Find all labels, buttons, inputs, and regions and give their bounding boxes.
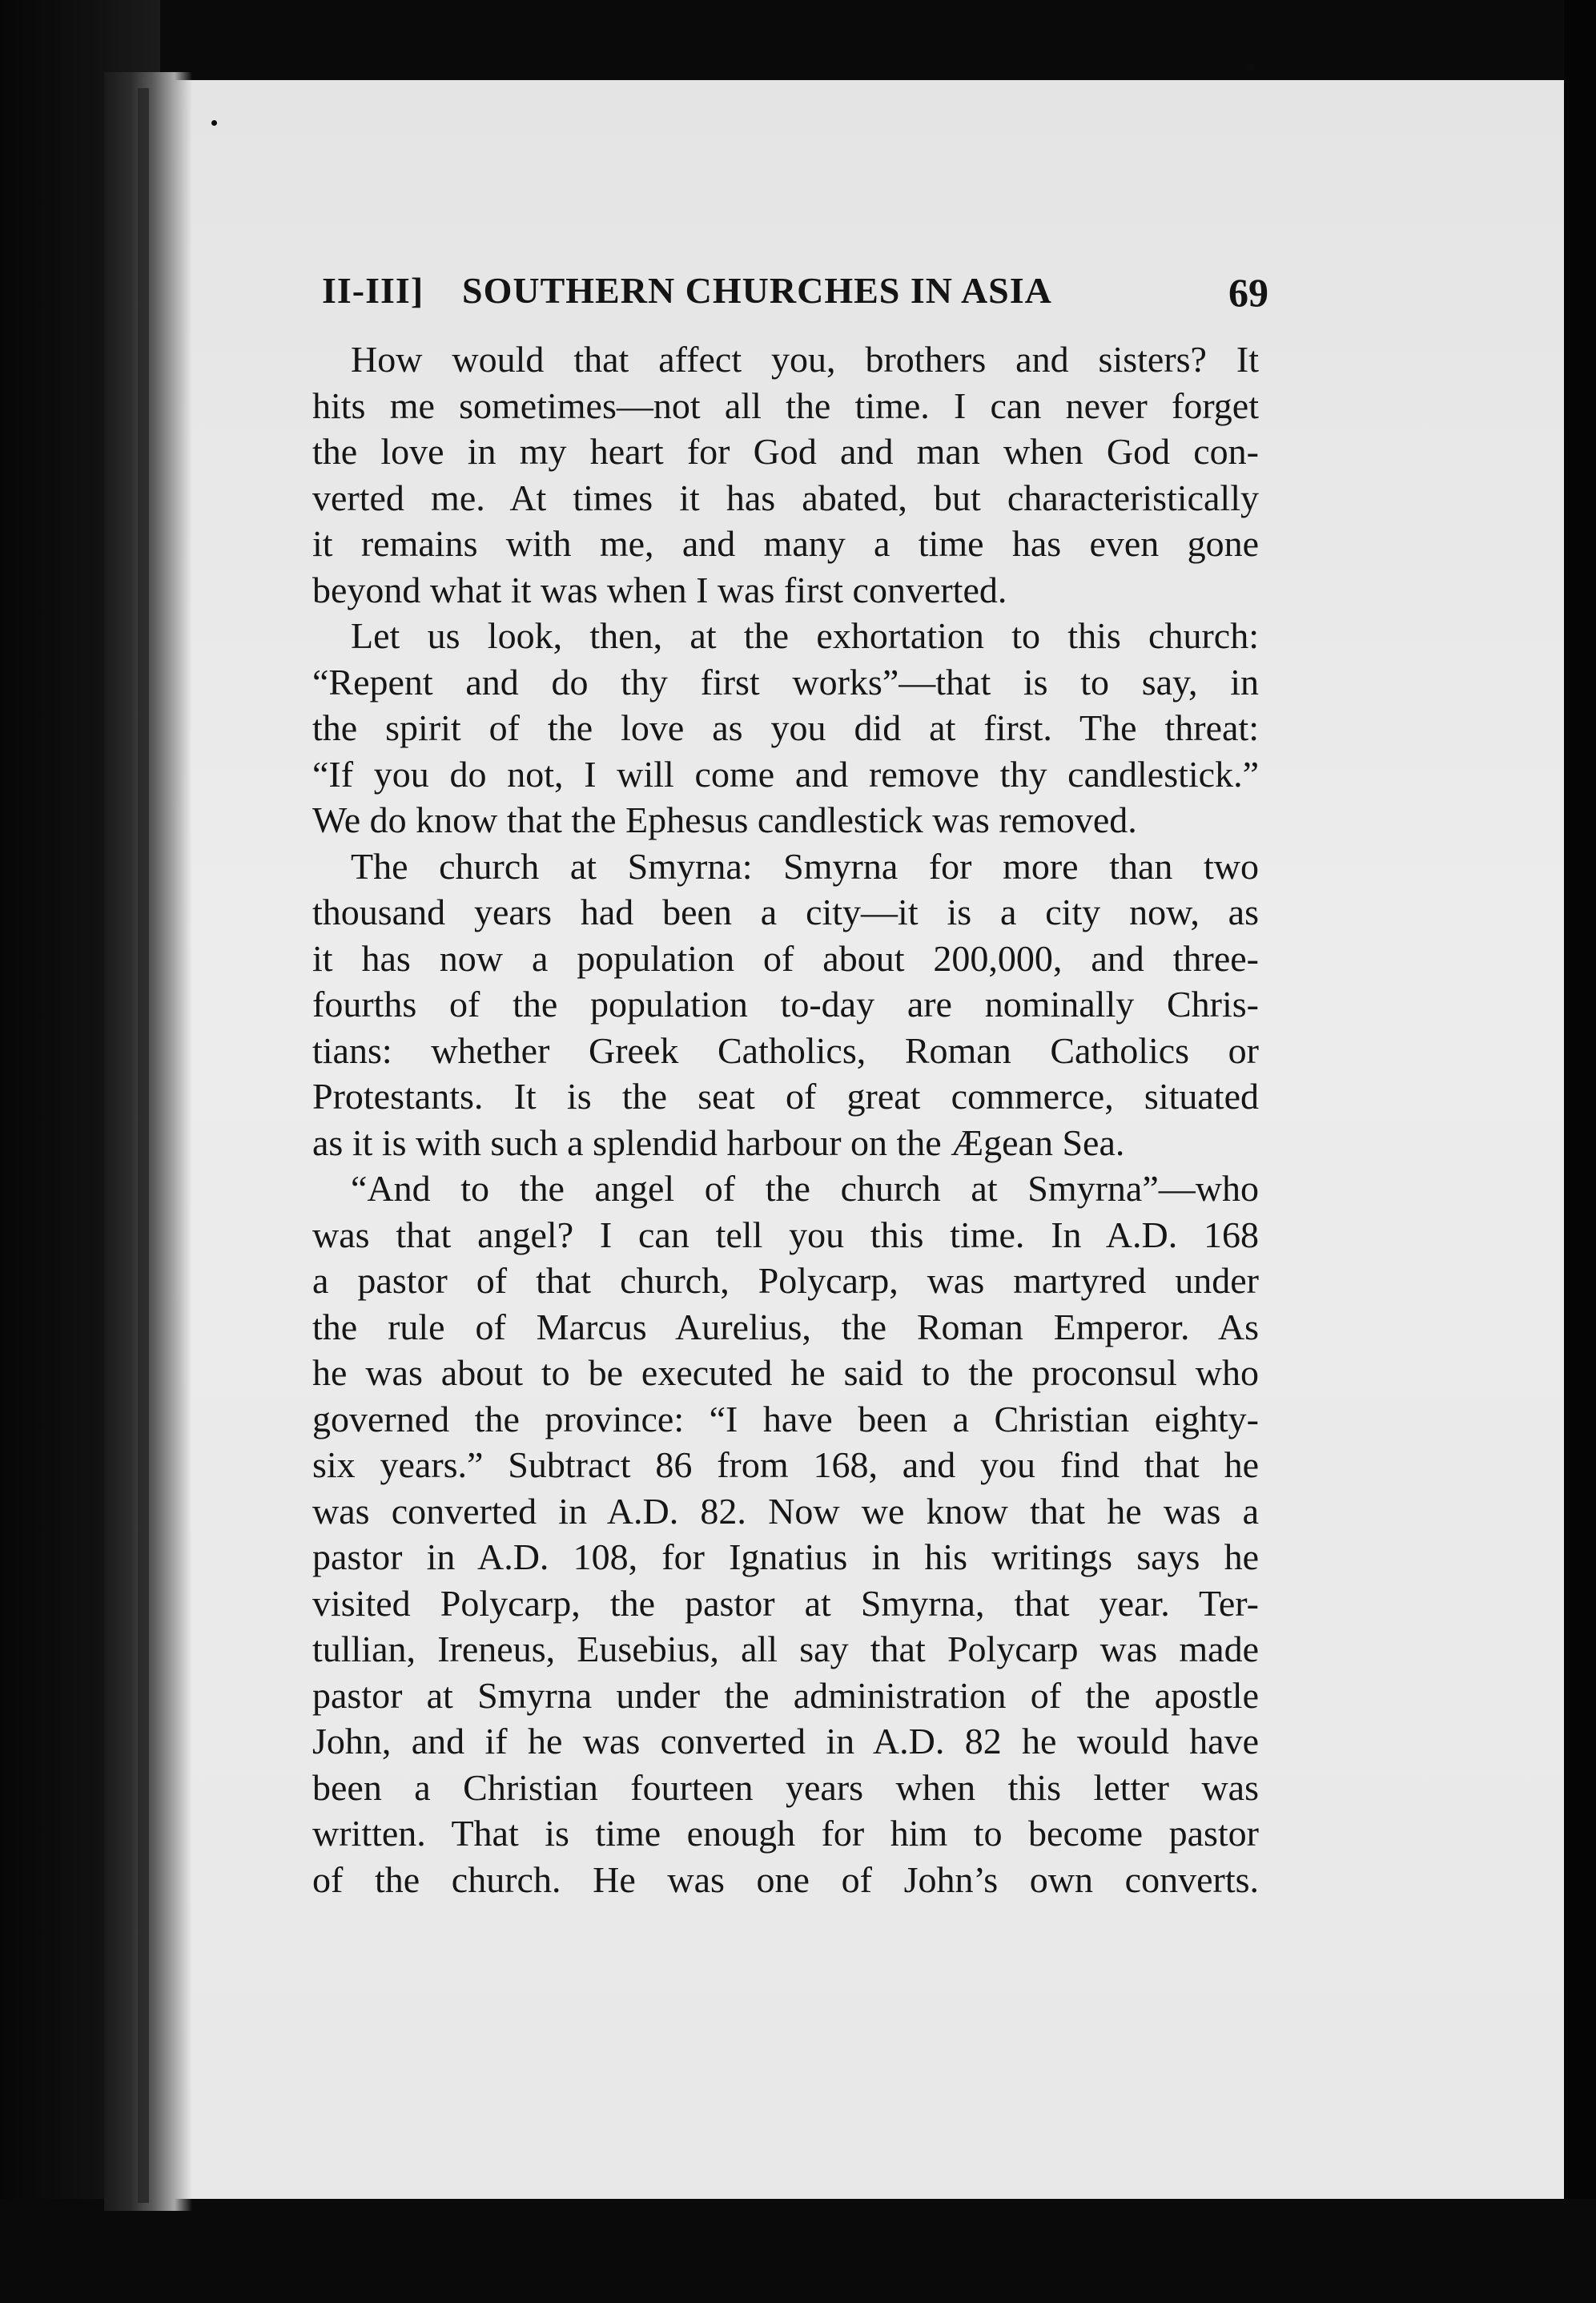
text-line: Let us look, then, at the exhortation to this church: xyxy=(351,615,1259,656)
text-line: the spirit of the love as you did at first. The threat: xyxy=(312,707,1259,748)
text-line: written. That is time enough for him to become pastor xyxy=(312,1813,1259,1854)
text-line: John, and if he was converted in A.D. 82 he would have xyxy=(312,1721,1259,1761)
text-line: We do know that the Ephesus candlestick was removed. xyxy=(312,799,1137,840)
text-line: fourths of the population to-day are nominally Chris- xyxy=(312,984,1259,1025)
text-line: the love in my heart for God and man when God con- xyxy=(312,431,1259,472)
running-head-section: II-III] xyxy=(322,270,424,311)
scan-speck xyxy=(211,120,217,126)
scan-right-border xyxy=(1564,0,1596,2303)
text-line: it has now a population of about 200,000, and three- xyxy=(312,937,1259,979)
text-line: thousand years had been a city—it is a city now, as xyxy=(312,892,1259,932)
text-line: it remains with me, and many a time has even gone xyxy=(312,523,1259,564)
text-line: hits me sometimes—not all the time. I can never forget xyxy=(312,385,1259,426)
text-line: governed the province: “I have been a Christian eighty- xyxy=(312,1398,1259,1439)
text-line: visited Polycarp, the pastor at Smyrna, that year. Ter- xyxy=(312,1582,1259,1624)
text-line: pastor at Smyrna under the administration of the apostle xyxy=(312,1674,1259,1716)
text-line: “If you do not, I will come and remove thy candlestick.” xyxy=(312,753,1259,795)
text-line: was that angel? I can tell you this time. In A.D. 168 xyxy=(312,1214,1259,1255)
text-line: a pastor of that church, Polycarp, was martyred under xyxy=(312,1260,1259,1301)
text-line: “Repent and do thy first works”—that is to say, in xyxy=(312,661,1259,703)
text-line: the rule of Marcus Aurelius, the Roman Emperor. As xyxy=(312,1306,1259,1347)
text-line: of the church. He was one of John’s own converts. xyxy=(312,1858,1259,1900)
binding-edge xyxy=(138,88,149,2203)
text-line: pastor in A.D. 108, for Ignatius in his writings says he xyxy=(312,1536,1259,1577)
scan-speck xyxy=(1245,62,1255,72)
text-line: “And to the angel of the church at Smyrna”—who xyxy=(351,1168,1259,1209)
text-line: verted me. At times it has abated, but characteristically xyxy=(312,477,1259,518)
text-line: tians: whether Greek Catholics, Roman Catholics or xyxy=(312,1029,1259,1071)
text-line: beyond what it was when I was first converted. xyxy=(312,569,1007,610)
running-head-title: SOUTHERN CHURCHES IN ASIA xyxy=(462,270,1052,311)
text-line: tullian, Ireneus, Eusebius, all say that Polycarp was made xyxy=(312,1629,1259,1669)
scan-top-border xyxy=(0,0,1596,88)
text-line: as it is with such a splendid harbour on the Ægean Sea. xyxy=(312,1121,1125,1163)
text-line: six years.” Subtract 86 from 168, and you find that he xyxy=(312,1444,1259,1485)
text-line: was converted in A.D. 82. Now we know that he was a xyxy=(312,1490,1259,1532)
scan-bottom-border xyxy=(0,2199,1596,2303)
page-number: 69 xyxy=(1228,270,1268,315)
text-line: he was about to be executed he said to the proconsul who xyxy=(312,1352,1259,1393)
body-text xyxy=(312,336,1259,1902)
text-line: been a Christian fourteen years when this letter was xyxy=(312,1766,1259,1808)
text-line: How would that affect you, brothers and sisters? It xyxy=(351,339,1259,380)
text-line: The church at Smyrna: Smyrna for more than two xyxy=(351,845,1259,887)
running-head xyxy=(322,269,1268,317)
text-line: Protestants. It is the seat of great commerce, situated xyxy=(312,1076,1259,1117)
